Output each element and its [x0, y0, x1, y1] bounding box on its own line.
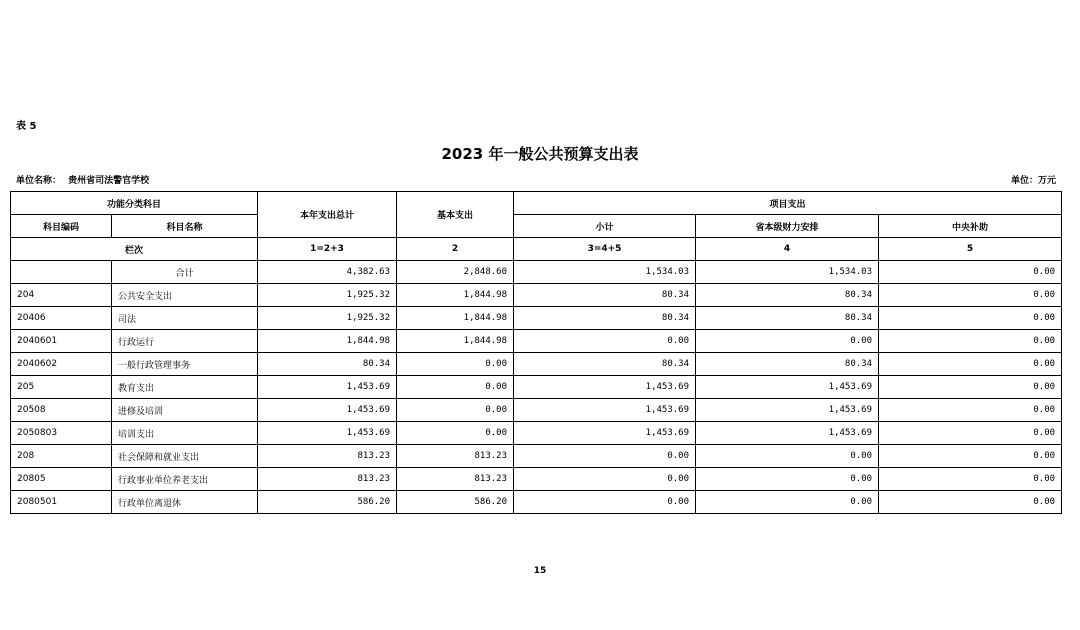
table-row: [11, 284, 1062, 307]
index-c4: 4: [696, 238, 879, 261]
header-code: 科目编码: [11, 215, 112, 238]
cell-central: 0.00: [879, 376, 1062, 399]
unit-name-label: 单位名称：: [16, 176, 62, 186]
cell-provincial: 1,453.69: [696, 422, 879, 445]
index-c5: 5: [879, 238, 1062, 261]
cell-code: 204: [11, 284, 112, 307]
cell-basic: 0.00: [397, 353, 514, 376]
unit-name-value: 贵州省司法警官学校: [68, 176, 150, 186]
cell-central: 0.00: [879, 422, 1062, 445]
cell-basic: 0.00: [397, 422, 514, 445]
header-central: 中央补助: [879, 215, 1062, 238]
cell-provincial: 0.00: [696, 491, 879, 514]
page-number: 15: [533, 566, 547, 576]
cell-code: 2040602: [11, 353, 112, 376]
header-func-category: 功能分类科目: [11, 192, 258, 215]
cell-subtotal: 1,453.69: [514, 399, 696, 422]
cell-code: 2050803: [11, 422, 112, 445]
cell-code: 2080501: [11, 491, 112, 514]
cell-basic: 813.23: [397, 445, 514, 468]
cell-subtotal: 1,534.03: [514, 261, 696, 284]
cell-provincial: 80.34: [696, 353, 879, 376]
cell-subtotal: 0.00: [514, 330, 696, 353]
currency-unit-label: 单位：万元: [1010, 176, 1056, 186]
cell-subtotal: 1,453.69: [514, 422, 696, 445]
cell-name: 教育支出: [112, 376, 258, 399]
cell-central: 0.00: [879, 399, 1062, 422]
cell-total: 813.23: [258, 468, 397, 491]
header-project: 项目支出: [514, 192, 1062, 215]
cell-basic: 586.20: [397, 491, 514, 514]
cell-central: 0.00: [879, 445, 1062, 468]
cell-basic: 1,844.98: [397, 284, 514, 307]
cell-code: 20805: [11, 468, 112, 491]
cell-name: 一般行政管理事务: [112, 353, 258, 376]
header-row-2: [11, 215, 1062, 238]
index-c2: 2: [397, 238, 514, 261]
cell-total: 80.34: [258, 353, 397, 376]
cell-code: [11, 261, 112, 284]
cell-central: 0.00: [879, 261, 1062, 284]
cell-name: 合计: [112, 261, 258, 284]
cell-code: 208: [11, 445, 112, 468]
cell-total: 1,453.69: [258, 399, 397, 422]
cell-name: 培训支出: [112, 422, 258, 445]
table-row: [11, 353, 1062, 376]
cell-provincial: 1,453.69: [696, 376, 879, 399]
cell-central: 0.00: [879, 330, 1062, 353]
cell-code: 20508: [11, 399, 112, 422]
cell-central: 0.00: [879, 307, 1062, 330]
cell-provincial: 0.00: [696, 445, 879, 468]
cell-total: 586.20: [258, 491, 397, 514]
cell-basic: 2,848.60: [397, 261, 514, 284]
header-row-1: [11, 192, 1062, 215]
index-label: 栏次: [11, 238, 258, 261]
cell-subtotal: 80.34: [514, 307, 696, 330]
cell-total: 4,382.63: [258, 261, 397, 284]
cell-central: 0.00: [879, 468, 1062, 491]
table-row: [11, 330, 1062, 353]
table-row: [11, 399, 1062, 422]
cell-total: 1,453.69: [258, 422, 397, 445]
header-subtotal: 小计: [514, 215, 696, 238]
cell-provincial: 80.34: [696, 307, 879, 330]
cell-central: 0.00: [879, 353, 1062, 376]
table-row: [11, 376, 1062, 399]
table-body: [11, 261, 1062, 514]
cell-provincial: 1,534.03: [696, 261, 879, 284]
unit-name-group: [16, 173, 153, 186]
cell-central: 0.00: [879, 491, 1062, 514]
cell-basic: 1,844.98: [397, 307, 514, 330]
cell-total: 813.23: [258, 445, 397, 468]
cell-subtotal: 0.00: [514, 491, 696, 514]
table-row: [11, 468, 1062, 491]
total-row: [11, 261, 1062, 284]
budget-table: [10, 191, 1062, 514]
table-row: [11, 445, 1062, 468]
table-number-label: 表 5: [16, 121, 37, 132]
cell-total: 1,925.32: [258, 284, 397, 307]
page-title: 2023 年一般公共预算支出表: [441, 145, 639, 163]
header-provincial: 省本级财力安排: [696, 215, 879, 238]
header-basic: 基本支出: [397, 192, 514, 238]
cell-code: 205: [11, 376, 112, 399]
cell-provincial: 0.00: [696, 468, 879, 491]
cell-name: 进修及培训: [112, 399, 258, 422]
cell-total: 1,925.32: [258, 307, 397, 330]
cell-basic: 813.23: [397, 468, 514, 491]
cell-subtotal: 80.34: [514, 284, 696, 307]
cell-subtotal: 0.00: [514, 468, 696, 491]
header-name: 科目名称: [112, 215, 258, 238]
cell-code: 20406: [11, 307, 112, 330]
cell-provincial: 1,453.69: [696, 399, 879, 422]
cell-name: 公共安全支出: [112, 284, 258, 307]
header-total: 本年支出总计: [258, 192, 397, 238]
cell-basic: 0.00: [397, 399, 514, 422]
cell-basic: 1,844.98: [397, 330, 514, 353]
table-row: [11, 422, 1062, 445]
cell-central: 0.00: [879, 284, 1062, 307]
cell-subtotal: 0.00: [514, 445, 696, 468]
table-row: [11, 307, 1062, 330]
cell-provincial: 0.00: [696, 330, 879, 353]
cell-provincial: 80.34: [696, 284, 879, 307]
cell-code: 2040601: [11, 330, 112, 353]
cell-total: 1,453.69: [258, 376, 397, 399]
cell-name: 行政单位离退休: [112, 491, 258, 514]
cell-name: 司法: [112, 307, 258, 330]
cell-name: 社会保障和就业支出: [112, 445, 258, 468]
index-c3: 3=4+5: [514, 238, 696, 261]
index-c1: 1=2+3: [258, 238, 397, 261]
table-row: [11, 491, 1062, 514]
cell-name: 行政事业单位养老支出: [112, 468, 258, 491]
index-row: [11, 238, 1062, 261]
cell-name: 行政运行: [112, 330, 258, 353]
cell-subtotal: 1,453.69: [514, 376, 696, 399]
cell-basic: 0.00: [397, 376, 514, 399]
unit-info-line: [16, 173, 1056, 186]
cell-total: 1,844.98: [258, 330, 397, 353]
cell-subtotal: 80.34: [514, 353, 696, 376]
